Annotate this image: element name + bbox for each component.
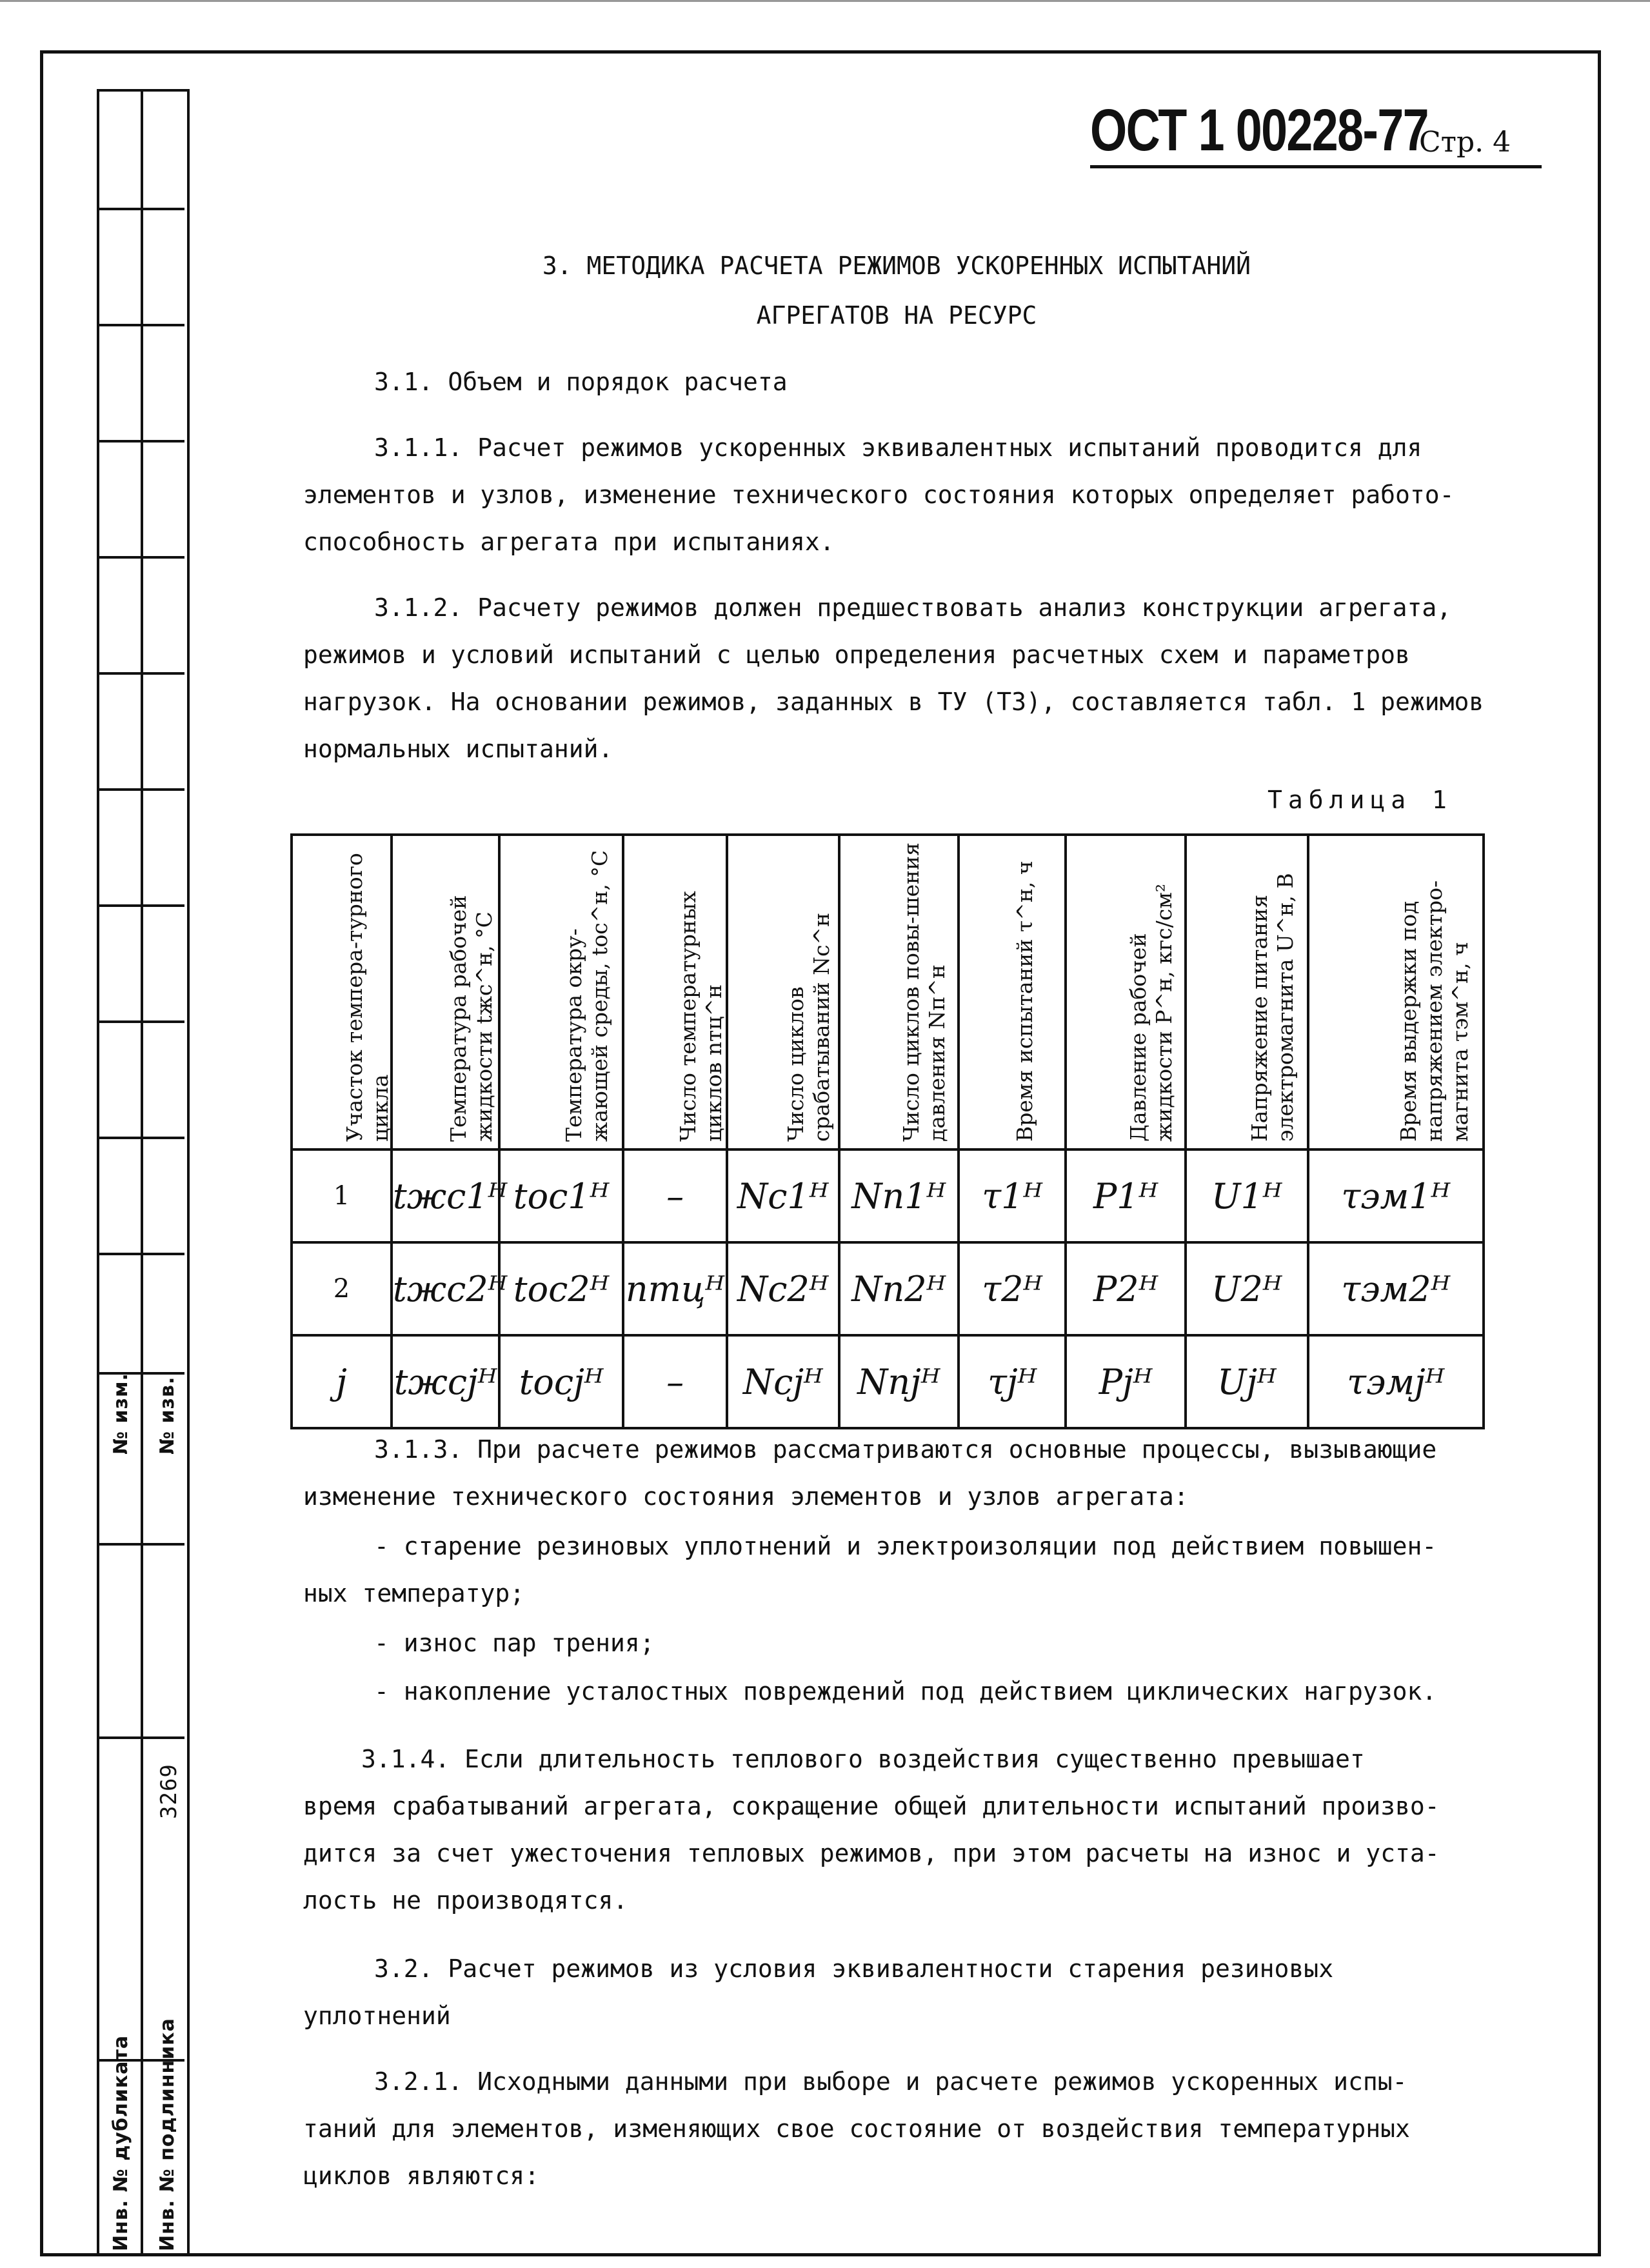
table-header-cell: Число циклов срабатываний Nc^н (727, 835, 839, 1149)
table-cell: τjᴴ (959, 1335, 1066, 1428)
izm-label: № изм. (110, 1373, 132, 1455)
table-header-cell: Время выдержки под напряжением электро-магнита τэм^н, ч (1308, 835, 1484, 1149)
table-cell: – (623, 1149, 727, 1242)
table-cell: 2 (292, 1242, 392, 1335)
para-3-1-3-line: ных температур; (303, 1579, 525, 1607)
para-3-1-2-line: режимов и условий испытаний с целью определения расчетных схем и параметров (303, 641, 1410, 669)
table-cell: Ujᴴ (1186, 1335, 1308, 1428)
table-caption: Таблица 1 (1267, 786, 1453, 814)
table-row (292, 1335, 1484, 1428)
table-cell: tос2ᴴ (499, 1242, 623, 1335)
table-cell: tос1ᴴ (499, 1149, 623, 1242)
modes-table (290, 833, 1485, 1429)
para-3-2-1-line: таний для элементов, изменяющих свое состояние от воздействия температурных (303, 2114, 1410, 2143)
table-row (292, 1149, 1484, 1242)
table-cell: Nп2ᴴ (839, 1242, 959, 1335)
izv-label: № изв. (156, 1376, 179, 1455)
table-header-cell: Участок темпера-турного цикла (292, 835, 392, 1149)
table-cell: tжс2ᴴ (392, 1242, 499, 1335)
page-number: Стр. 4 (1419, 126, 1511, 159)
para-3-1-3-line: - старение резиновых уплотнений и электроизоляции под действием повышен- (374, 1532, 1437, 1560)
table-cell: nтцᴴ (623, 1242, 727, 1335)
table-cell: tжсjᴴ (392, 1335, 499, 1428)
document-code: ОСТ 1 00228-77 (1090, 97, 1428, 163)
para-3-1-3-line: 3.1.3. При расчете режимов рассматриваются основные процессы, вызывающие (374, 1435, 1437, 1464)
table-header-cell: Давление рабочей жидкости P^н, кгс/см² (1066, 835, 1186, 1149)
table-cell: Nпjᴴ (839, 1335, 959, 1428)
table-cell: U2ᴴ (1186, 1242, 1308, 1335)
para-3-1-4-line: время срабатываний агрегата, сокращение общей длительности испытаний произво- (303, 1792, 1440, 1820)
table-cell: 1 (292, 1149, 392, 1242)
stamp-column-right (143, 89, 190, 2256)
para-3-1-2-line: нагрузок. На основании режимов, заданных в ТУ (ТЗ), составляется табл. 1 режимов (303, 688, 1484, 716)
para-3-1-4-line: дится за счет ужесточения тепловых режимов, при этом расчеты на износ и уста- (303, 1839, 1440, 1867)
section-title-line-1: 3. МЕТОДИКА РАСЧЕТА РЕЖИМОВ УСКОРЕННЫХ ИСПЫТАНИЙ (542, 252, 1251, 280)
para-3-1-1-line: способность агрегата при испытаниях. (303, 528, 835, 556)
table-cell: Nc1ᴴ (727, 1149, 839, 1242)
table-row (292, 1242, 1484, 1335)
table-header-cell: Напряжение питания электромагнита U^н, В (1186, 835, 1308, 1149)
table-cell: Nп1ᴴ (839, 1149, 959, 1242)
table-cell: P1ᴴ (1066, 1149, 1186, 1242)
table-cell: τ2ᴴ (959, 1242, 1066, 1335)
table-cell: j (292, 1335, 392, 1428)
top-edge-line (0, 0, 1650, 2)
table-header-cell: Число температурных циклов nтц^н (623, 835, 727, 1149)
table-cell: τэм1ᴴ (1308, 1149, 1484, 1242)
stamp-column-left (97, 89, 143, 2256)
table-header-cell: Температура окру-жающей среды, tос^н, °С (499, 835, 623, 1149)
original-inventory-number: 3269 (156, 1764, 182, 1819)
para-3-1-1-line: элементов и узлов, изменение технического состояния которых определяет работо- (303, 481, 1455, 509)
table-header-cell: Температура рабочей жидкости tжс^н, °С (392, 835, 499, 1149)
para-3-1-3-line: - накопление усталостных повреждений под действием циклических нагрузок. (374, 1677, 1437, 1706)
table-cell: – (623, 1335, 727, 1428)
subsection-3-2-heading: уплотнений (303, 2002, 451, 2030)
table-cell: τэм2ᴴ (1308, 1242, 1484, 1335)
para-3-1-4-line: 3.1.4. Если длительность теплового воздействия существенно превышает (361, 1745, 1365, 1773)
table-cell: P2ᴴ (1066, 1242, 1186, 1335)
table-header-cell: Число циклов повы-шения давления Nп^н (839, 835, 959, 1149)
original-inventory-label: Инв. № подлинника (156, 2018, 179, 2251)
para-3-1-2-line: нормальных испытаний. (303, 735, 613, 763)
para-3-1-4-line: лость не производятся. (303, 1886, 628, 1915)
table-cell: Ncjᴴ (727, 1335, 839, 1428)
para-3-1-1-line: 3.1.1. Расчет режимов ускоренных эквивалентных испытаний проводится для (374, 433, 1422, 462)
subsection-3-1-heading: 3.1. Объем и порядок расчета (374, 368, 788, 396)
para-3-1-3-line: - износ пар трения; (374, 1629, 655, 1657)
table-header-row (292, 835, 1484, 1149)
table-cell: τ1ᴴ (959, 1149, 1066, 1242)
table-cell: Nc2ᴴ (727, 1242, 839, 1335)
duplicate-inventory-label: Инв. № дубликата (110, 2034, 132, 2251)
table-cell: τэмjᴴ (1308, 1335, 1484, 1428)
table-cell: Pjᴴ (1066, 1335, 1186, 1428)
table-header-cell: Время испытаний τ^н, ч (959, 835, 1066, 1149)
para-3-2-1-line: циклов являются: (303, 2162, 540, 2190)
para-3-1-2-line: 3.1.2. Расчету режимов должен предшествовать анализ конструкции агрегата, (374, 593, 1452, 622)
para-3-2-1-line: 3.2.1. Исходными данными при выборе и расчете режимов ускоренных испы- (374, 2067, 1407, 2096)
subsection-3-2-heading: 3.2. Расчет режимов из условия эквивалентности старения резиновых (374, 1955, 1334, 1983)
table-cell: U1ᴴ (1186, 1149, 1308, 1242)
section-title-line-2: АГРЕГАТОВ НА РЕСУРС (756, 301, 1037, 330)
header-underline (1090, 165, 1542, 168)
table-cell: tосjᴴ (499, 1335, 623, 1428)
table-cell: tжс1ᴴ (392, 1149, 499, 1242)
para-3-1-3-line: изменение технического состояния элементов и узлов агрегата: (303, 1482, 1189, 1511)
